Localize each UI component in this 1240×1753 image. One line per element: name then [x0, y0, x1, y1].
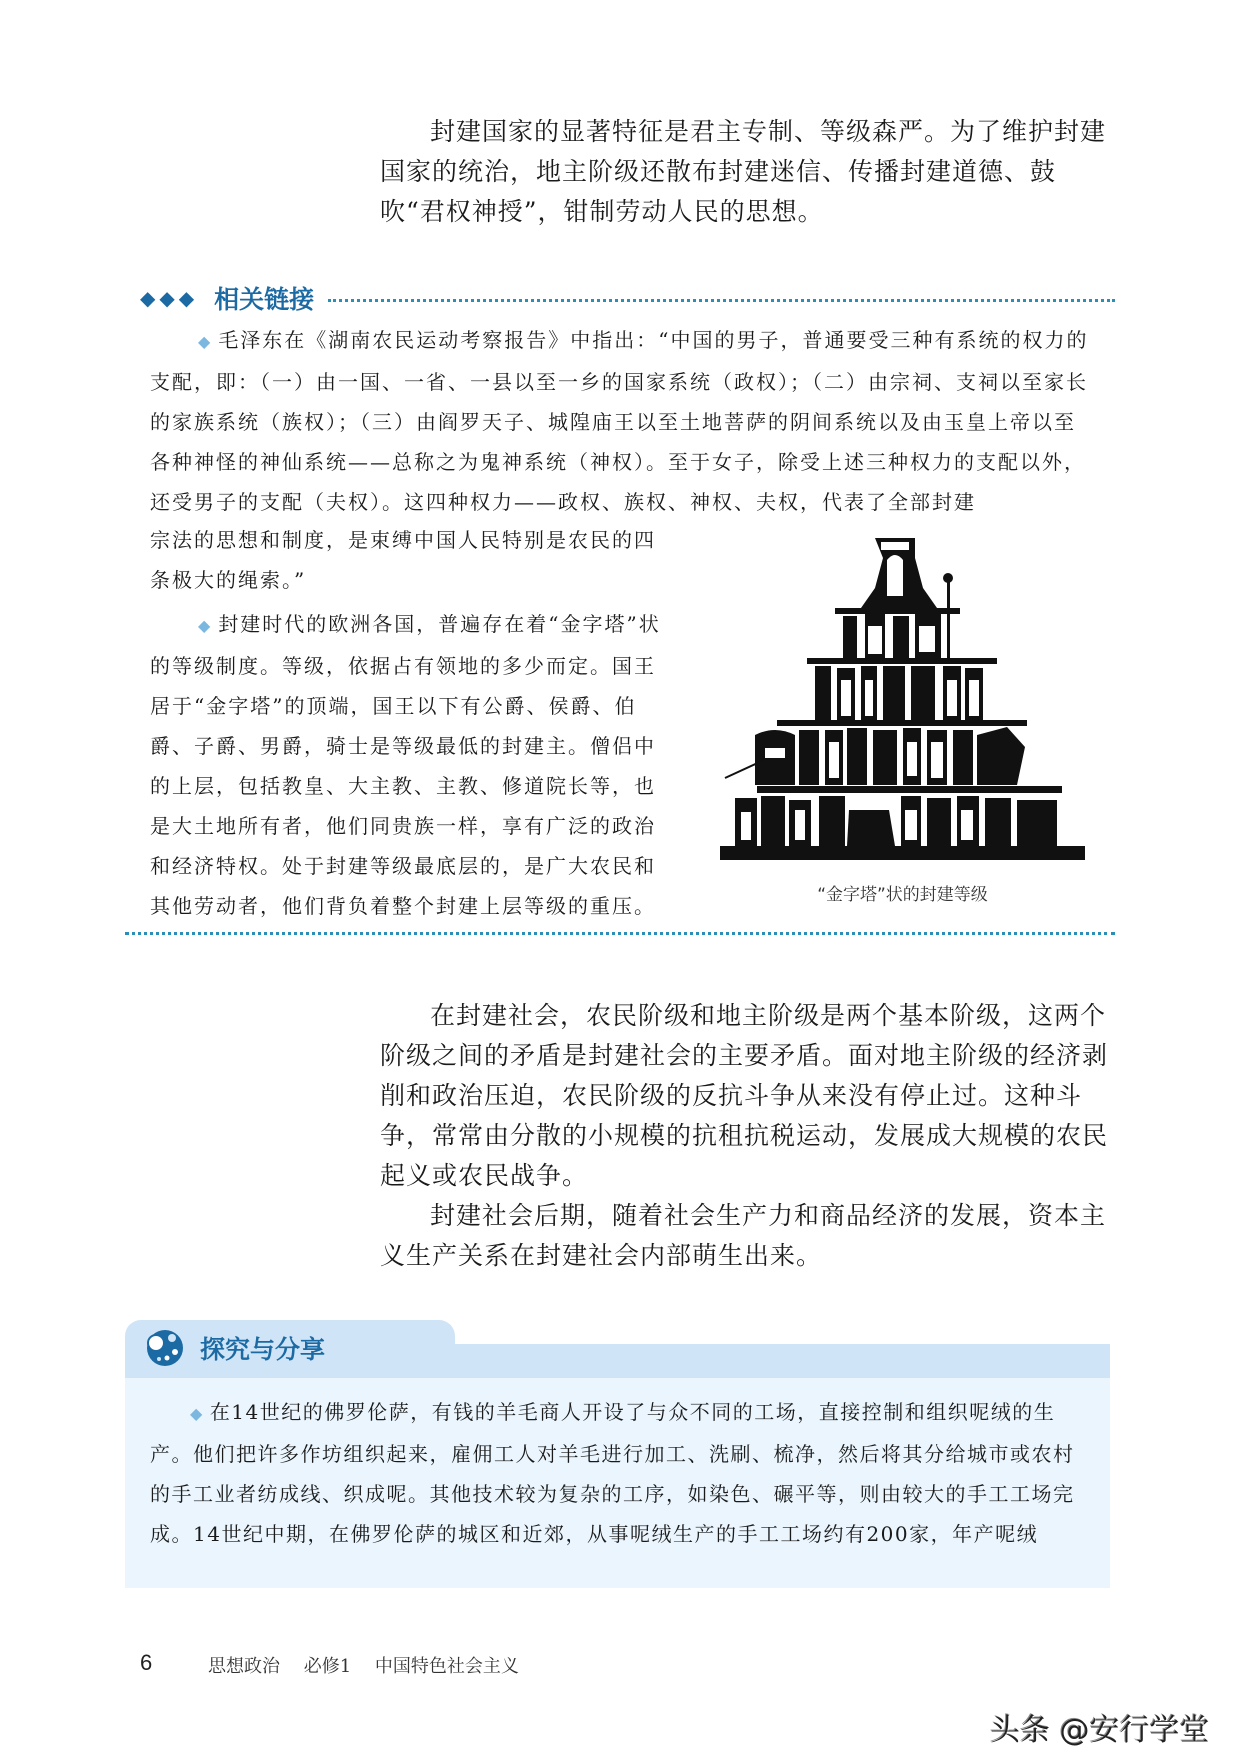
intro-paragraph: 封建国家的显著特征是君主专制、等级森严。为了维护封建国家的统治，地主阶级还散布封建迷信、传播封建道德、鼓吹“君权神授”，钳制劳动人民的思想。 [380, 117, 1107, 226]
related-links-narrow-column [150, 520, 670, 926]
body-paragraph-1: 在封建社会，农民阶级和地主阶级是两个基本阶级，这两个阶级之间的矛盾是封建社会的主要矛盾。面对地主阶级的经济剥削和政治压迫，农民阶级的反抗斗争从来没有停止过。这种斗争，常常由分散的小规模的抗租抗税运动，发展成大规模的农民起义或农民战争。 [380, 1001, 1109, 1190]
explore-title: 探究与分享 [200, 1335, 326, 1364]
explore-paragraph: 在14世纪的佛罗伦萨，有钱的羊毛商人开设了与众不同的工场，直接控制和组织呢绒的生产。他们把许多作坊组织起来，雇佣工人对羊毛进行加工、洗刷、梳净，然后将其分给城市或农村的手工业者纺成线、织成呢。其他技术较为复杂的工序，如染色、碾平等，则由较大的手工工场完成。14世纪中期，在佛罗伦萨的城区和近郊，从事呢绒生产的手工工场约有200家，年产呢绒 [150, 1400, 1075, 1546]
related-links-item-1 [150, 320, 1090, 522]
explore-content [150, 1392, 1085, 1554]
footer-book-title: 中国特色社会主义 [374, 1656, 519, 1677]
diamond-bullet-icon: ◆ [198, 616, 213, 635]
pyramid-image-icon [715, 530, 1090, 865]
related-link-text-2: 封建时代的欧洲各国，普遍存在着“金字塔”状的等级制度。等级，依据占有领地的多少而定。国王居于“金字塔”的顶端，国王以下有公爵、侯爵、伯爵、子爵、男爵，骑士是等级最低的封建主。僧侣中的上层，包括教皇、大主教、主教、修道院长等，也是大土地所有者，他们同贵族一样，享有广泛的政治和经济特权。处于封建等级最底层的，是广大农民和其他劳动者，他们背负着整个封建上层等级的重压。 [150, 612, 661, 918]
footer-volume: 必修1 [303, 1656, 352, 1677]
page-number: 6 [140, 1650, 153, 1675]
related-links-header [140, 280, 1115, 316]
feudal-pyramid-illustration [715, 530, 1090, 865]
diamond-icons: ◆◆◆ [140, 286, 199, 310]
intro-section [380, 112, 1110, 232]
watermark: 头条 @安行学堂 [990, 1713, 1210, 1748]
footer-subject: 思想政治 [208, 1656, 280, 1677]
diamond-bullet-icon: ◆ [198, 332, 213, 351]
related-links-bottom-divider [125, 932, 1115, 935]
figure-caption: “金字塔”状的封建等级 [817, 885, 988, 905]
bubbles-icon [145, 1328, 185, 1368]
running-footer [208, 1652, 537, 1678]
related-link-text-1: 毛泽东在《湖南农民运动考察报告》中指出：“中国的男子，普通要受三种有系统的权力的支配，即：（一）由一国、一省、一县以至一乡的国家系统（政权）；（二）由宗祠、支祠以至家长的家族系统（族权）；（三）由阎罗天子、城隍庙王以至土地菩萨的阴间系统以及由玉皇上帝以至各种神怪的神仙系统——总称之为鬼神系统（神权）。至于女子，除受上述三种权力的支配以外，还受男子的支配（夫权）。这四种权力——政权、族权、神权、夫权，代表了全部封建 [150, 328, 1089, 514]
body-paragraph-2: 封建社会后期，随着社会生产力和商品经济的发展，资本主义生产关系在封建社会内部萌生出来。 [380, 1201, 1107, 1270]
dotted-divider [328, 299, 1115, 302]
body-section [380, 996, 1110, 1276]
diamond-bullet-icon: ◆ [190, 1404, 204, 1423]
related-links-title: 相关链接 [214, 285, 315, 314]
related-link-text-1-cont: 宗法的思想和制度，是束缚中国人民特别是农民的四条极大的绳索。” [150, 528, 656, 592]
